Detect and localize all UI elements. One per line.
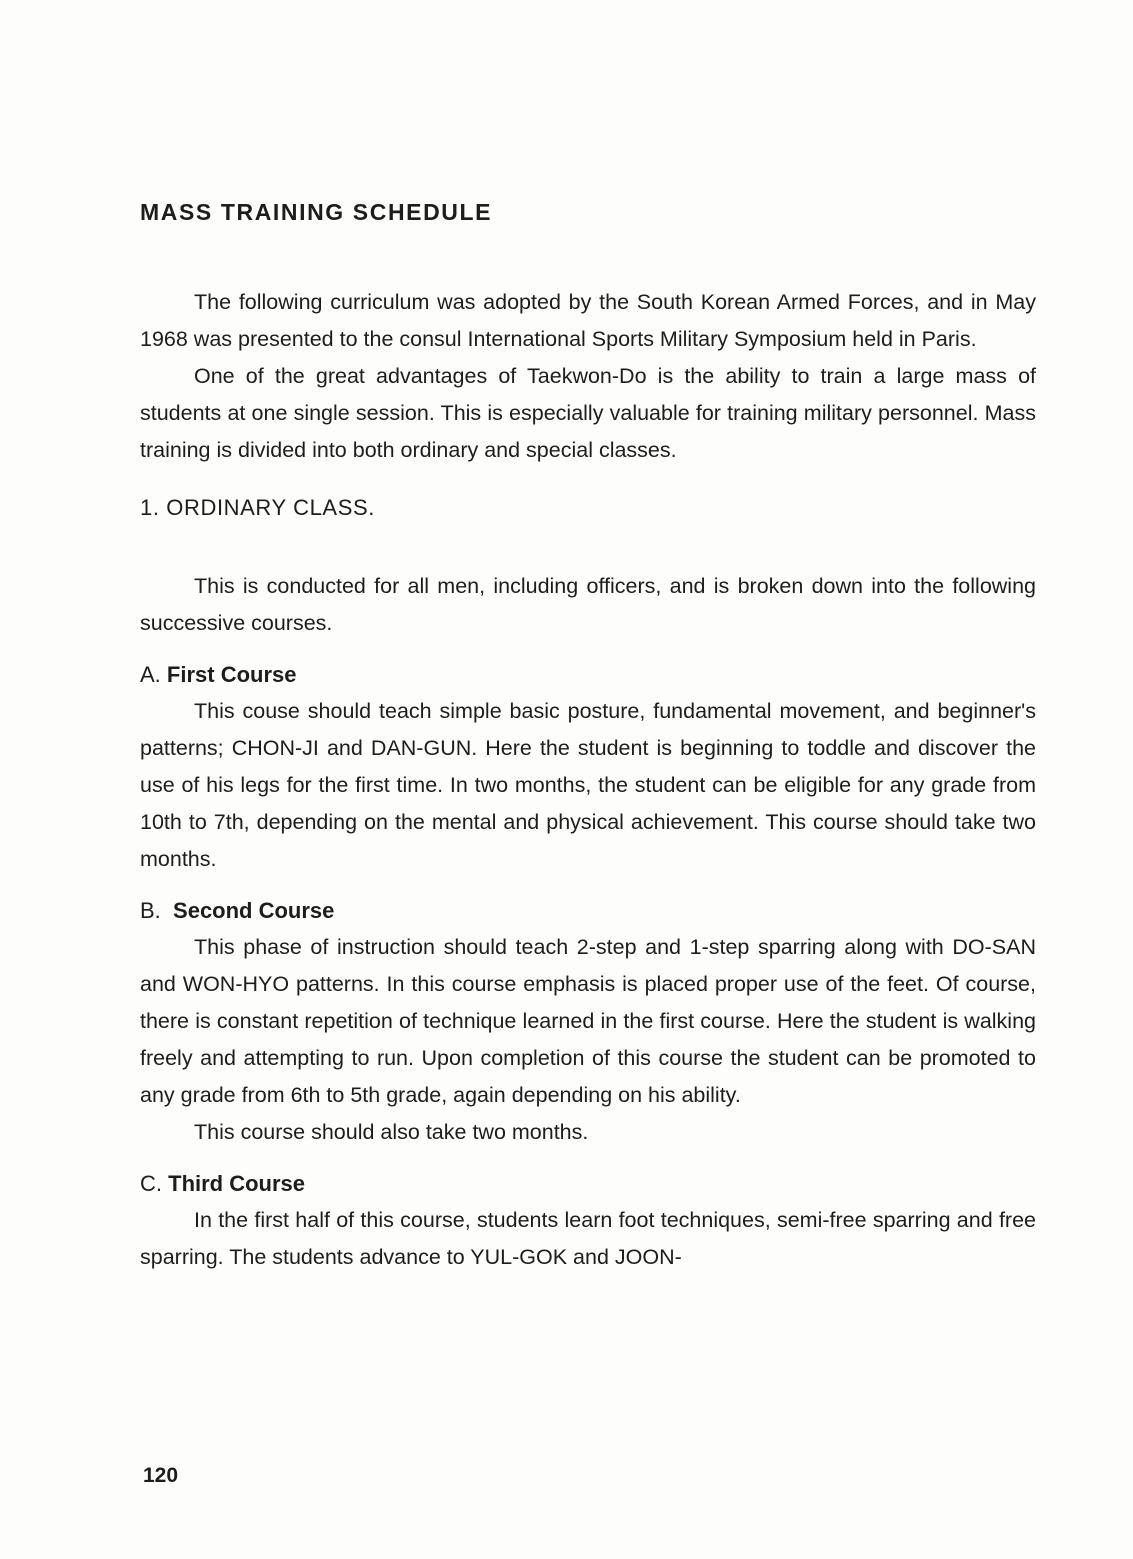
page-number: 120 <box>143 1464 179 1487</box>
first-course-paragraph-1: This couse should teach simple basic posture, fundamental movement, and beginner's patterns; CHON-JI and DAN-GUN. Here the student is beginning to toddle and discover the use of his legs for the first time. In two months, the student can be eligible for any grade from 10th to 7th, depending on the mental and physical achievement. This course should take two months. <box>140 699 1036 872</box>
course-letter: C. <box>140 1171 162 1197</box>
course-heading-second <box>140 892 1036 929</box>
second-course-paragraph-2: This course should also take two months. <box>194 1120 589 1145</box>
course-name: Third Course <box>168 1171 306 1197</box>
course-heading-first <box>140 656 1036 693</box>
third-course-paragraph-1: In the first half of this course, students learn foot techniques, semi-free sparring and free sparring. The students advance to YUL-GOK and JOON- <box>140 1208 1036 1270</box>
second-course-paragraph-1: This phase of instruction should teach 2-step and 1-step sparring along with DO-SAN and WON-HYO patterns. In this course emphasis is placed proper use of the feet. Of course, there is constant repetition of technique learned in the first course. Here the student is walking freely and attempting to run. Upon completion of this course the student can be promoted to any grade from 6th to 5th grade, again depending on his ability. <box>140 935 1036 1108</box>
intro-paragraph-2: One of the great advantages of Taekwon-Do is the ability to train a large mass of students at one single session. This is especially valuable for training military personnel. Mass training is divided into both ordinary and special classes. <box>140 364 1036 463</box>
section-intro-paragraph: This is conducted for all men, including officers, and is broken down into the following successive courses. <box>140 574 1036 636</box>
section-heading-ordinary-class: 1. ORDINARY CLASS. <box>140 495 375 521</box>
course-name: First Course <box>166 662 297 688</box>
course-letter: B. <box>140 898 161 924</box>
page-title: MASS TRAINING SCHEDULE <box>140 199 493 225</box>
intro-paragraph-1: The following curriculum was adopted by the South Korean Armed Forces, and in May 1968 was presented to the consul International Sports Military Symposium held in Paris. <box>140 290 1036 352</box>
course-name: Second Course <box>173 898 335 924</box>
course-letter: A. <box>140 662 161 688</box>
course-heading-third <box>140 1165 1036 1202</box>
page-content <box>140 196 1036 1276</box>
